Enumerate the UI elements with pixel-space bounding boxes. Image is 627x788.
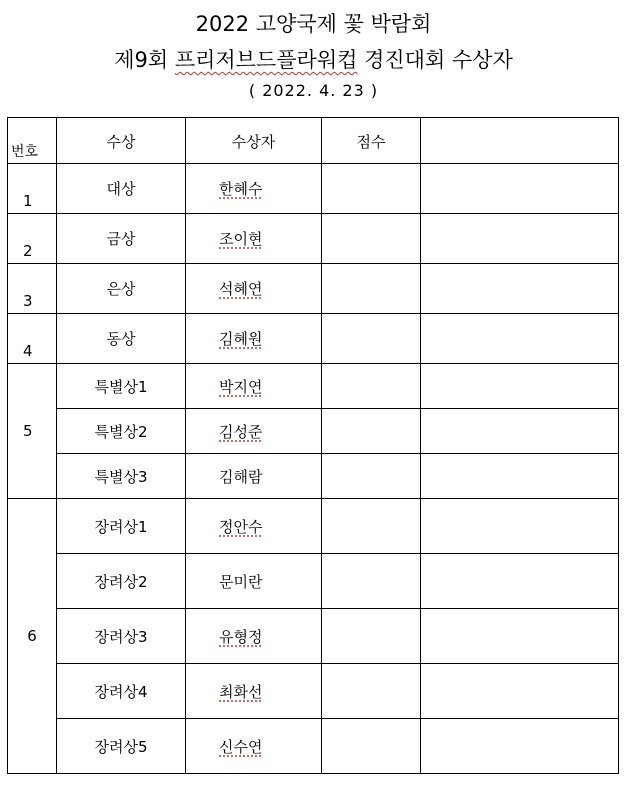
event-title-suffix: 경진대회 수상자 [357, 48, 513, 72]
table-row [8, 164, 619, 214]
award-cell: 장려상2 [57, 554, 186, 609]
header-winner: 수상자 [186, 118, 322, 164]
winner-cell: 최화선 [186, 664, 322, 719]
score-cell[interactable] [322, 409, 421, 454]
winner-cell: 한혜수 [186, 164, 322, 214]
document-title: 2022 고양국제 꽃 박람회 [195, 12, 432, 36]
winner-cell: 유형정 [186, 609, 322, 664]
table-row [8, 554, 619, 609]
award-cell: 장려상5 [57, 719, 186, 774]
table-row [8, 664, 619, 719]
row-number: 5 [8, 364, 57, 499]
score-cell[interactable] [322, 554, 421, 609]
extra-cell [421, 609, 619, 664]
event-name: 프리저브드플라워컵 [174, 48, 358, 72]
score-cell[interactable] [322, 664, 421, 719]
award-cell: 특별상1 [57, 364, 186, 409]
extra-cell [421, 409, 619, 454]
award-cell: 대상 [57, 164, 186, 214]
extra-cell [421, 664, 619, 719]
extra-cell [421, 364, 619, 409]
extra-cell [421, 164, 619, 214]
event-title-prefix: 제9회 [114, 48, 175, 72]
award-cell: 장려상3 [57, 609, 186, 664]
winner-cell: 김성준 [186, 409, 322, 454]
table-row [8, 214, 619, 264]
extra-cell [421, 719, 619, 774]
winner-cell: 문미란 [186, 554, 322, 609]
header-number: 번호 [8, 118, 57, 164]
extra-cell [421, 314, 619, 364]
header-score: 점수 [322, 118, 421, 164]
award-cell: 장려상4 [57, 664, 186, 719]
winner-cell: 신수연 [186, 719, 322, 774]
extra-cell [421, 454, 619, 499]
score-cell[interactable] [322, 364, 421, 409]
award-cell: 동상 [57, 314, 186, 364]
winner-cell: 정안수 [186, 499, 322, 554]
table-row [8, 719, 619, 774]
table-row [8, 454, 619, 499]
award-cell: 특별상3 [57, 454, 186, 499]
award-cell: 장려상1 [57, 499, 186, 554]
row-number: 4 [8, 314, 57, 364]
header-extra [421, 118, 619, 164]
award-cell: 특별상2 [57, 409, 186, 454]
table-row [8, 499, 619, 554]
score-cell[interactable] [322, 214, 421, 264]
award-cell: 은상 [57, 264, 186, 314]
extra-cell [421, 499, 619, 554]
event-title [0, 44, 627, 74]
extra-cell [421, 214, 619, 264]
table-row [8, 264, 619, 314]
winner-cell: 박지연 [186, 364, 322, 409]
score-cell[interactable] [322, 719, 421, 774]
winner-cell: 김해람 [186, 454, 322, 499]
table-header-row [8, 118, 619, 164]
event-date: ( 2022. 4. 23 ) [248, 81, 379, 100]
winner-cell: 김혜원 [186, 314, 322, 364]
winner-cell: 조이현 [186, 214, 322, 264]
score-cell[interactable] [322, 164, 421, 214]
extra-cell [421, 554, 619, 609]
table-row [8, 314, 619, 364]
winner-cell: 석혜연 [186, 264, 322, 314]
row-number: 1 [8, 164, 57, 214]
score-cell[interactable] [322, 499, 421, 554]
row-number: 2 [8, 214, 57, 264]
table-row [8, 364, 619, 409]
score-cell[interactable] [322, 609, 421, 664]
winners-table [7, 117, 619, 774]
header-award: 수상 [57, 118, 186, 164]
table-row [8, 409, 619, 454]
extra-cell [421, 264, 619, 314]
row-number: 3 [8, 264, 57, 314]
row-number: 6 [8, 499, 57, 774]
table-row [8, 609, 619, 664]
score-cell[interactable] [322, 264, 421, 314]
score-cell[interactable] [322, 314, 421, 364]
score-cell[interactable] [322, 454, 421, 499]
award-cell: 금상 [57, 214, 186, 264]
